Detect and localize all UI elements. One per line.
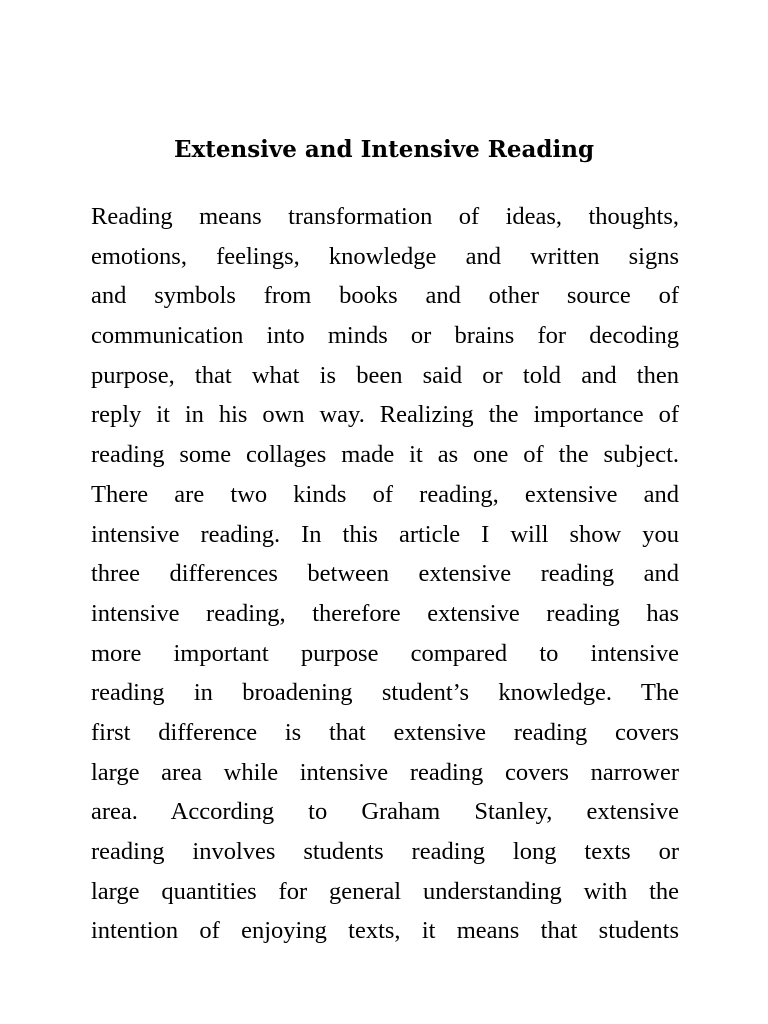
paragraph-line: intensive reading, therefore extensive reading has: [91, 599, 679, 627]
paragraph-line: communication into minds or brains for decoding: [91, 322, 679, 350]
paragraph-line: area. According to Graham Stanley, extensive: [91, 798, 679, 826]
paragraph-line: intention of enjoying texts, it means that students: [91, 917, 679, 945]
paragraph-line: reading in broadening student’s knowledge. The: [91, 679, 679, 707]
paragraph-line: There are two kinds of reading, extensive and: [91, 480, 679, 508]
paragraph-line: Reading means transformation of ideas, thoughts,: [91, 203, 679, 230]
paragraph-line: three differences between extensive reading and: [91, 560, 679, 588]
paragraph-line: reading involves students reading long texts or: [91, 838, 679, 865]
paragraph-line: and symbols from books and other source of: [91, 282, 679, 310]
paragraph-line: reading some collages made it as one of the subject.: [91, 441, 679, 469]
paragraph-line: reply it in his own way. Realizing the importance of: [91, 401, 679, 429]
body-paragraph: [91, 197, 679, 951]
paragraph-line: more important purpose compared to intensive: [91, 639, 679, 667]
paragraph-line: intensive reading. In this article I will show you: [91, 520, 679, 548]
paragraph-line: purpose, that what is been said or told and then: [91, 361, 679, 389]
paragraph-line: first difference is that extensive reading covers: [91, 718, 679, 746]
paragraph-line: emotions, feelings, knowledge and written signs: [91, 242, 679, 270]
paragraph-line: large area while intensive reading covers narrower: [91, 758, 679, 786]
document-title: Extensive and Intensive Reading: [173, 136, 595, 163]
paragraph-line: large quantities for general understanding with the: [91, 877, 679, 905]
